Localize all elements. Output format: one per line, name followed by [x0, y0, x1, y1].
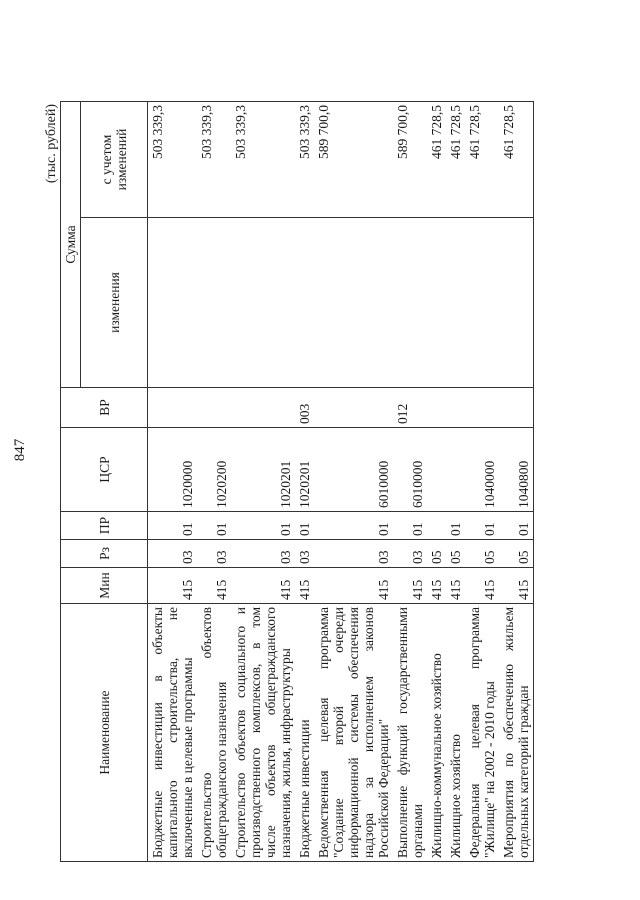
row-rz: 03 [197, 540, 231, 568]
table-row [148, 101, 198, 861]
row-name: Бюджетные инвестиции в объекты капитального строительства, не включенные в целевые программы [148, 604, 198, 862]
row-pr: 01 [499, 512, 534, 540]
row-min: 415 [393, 568, 427, 604]
row-pr: 01 [446, 512, 465, 540]
row-changes [446, 218, 465, 388]
row-total: 503 339,3 [148, 101, 198, 217]
row-pr [427, 512, 446, 540]
row-changes [465, 218, 499, 388]
row-name: Мероприятия по обеспечению жильем отдельных категорий граждан [499, 604, 534, 862]
row-name: Выполнение функций государственными органами [393, 604, 427, 862]
row-min: 415 [465, 568, 499, 604]
row-vr [499, 388, 534, 428]
row-pr: 01 [197, 512, 231, 540]
row-changes [295, 218, 314, 388]
row-vr [465, 388, 499, 428]
row-changes [231, 218, 295, 388]
row-rz: 03 [295, 540, 314, 568]
header-min: Мин [61, 568, 148, 604]
row-min: 415 [446, 568, 465, 604]
row-total: 461 728,5 [427, 101, 446, 217]
row-pr: 01 [314, 512, 393, 540]
row-min: 415 [197, 568, 231, 604]
units-label: (тыс. рублей) [44, 104, 59, 184]
row-min: 415 [295, 568, 314, 604]
row-csr: 6010000 [314, 428, 393, 512]
row-rz: 03 [393, 540, 427, 568]
row-name: Бюджетные инвестиции [295, 604, 314, 862]
row-csr [446, 428, 465, 512]
header-csr: ЦСР [61, 428, 148, 512]
table-row [197, 101, 231, 861]
row-pr: 01 [393, 512, 427, 540]
row-csr: 1040800 [499, 428, 534, 512]
row-csr [427, 428, 446, 512]
row-csr: 1020201 [231, 428, 295, 512]
row-changes [499, 218, 534, 388]
row-name: Жилищно-коммунальное хозяйство [427, 604, 446, 862]
row-rz: 05 [427, 540, 446, 568]
row-total: 461 728,5 [499, 101, 534, 217]
row-csr: 1020000 [148, 428, 198, 512]
header-changes: изменения [81, 218, 148, 388]
row-total: 589 700,0 [393, 101, 427, 217]
row-min: 415 [231, 568, 295, 604]
row-name: Строительство объектов общегражданского назначения [197, 604, 231, 862]
table-row [446, 101, 465, 861]
row-vr: 003 [295, 388, 314, 428]
row-total: 461 728,5 [446, 101, 465, 217]
header-name: Наименование [61, 604, 148, 862]
row-vr [427, 388, 446, 428]
row-rz: 03 [231, 540, 295, 568]
table-row [295, 101, 314, 861]
row-csr: 1020201 [295, 428, 314, 512]
row-changes [148, 218, 198, 388]
row-rz: 03 [148, 540, 198, 568]
table-row [427, 101, 446, 861]
table-row [465, 101, 499, 861]
table-row [393, 101, 427, 861]
row-total: 503 339,3 [295, 101, 314, 217]
row-csr: 1040000 [465, 428, 499, 512]
row-vr [231, 388, 295, 428]
table-row [499, 101, 534, 861]
table-row [231, 101, 295, 861]
row-csr: 6010000 [393, 428, 427, 512]
row-csr: 1020200 [197, 428, 231, 512]
row-rz: 05 [446, 540, 465, 568]
row-vr [197, 388, 231, 428]
row-vr: 012 [393, 388, 427, 428]
row-changes [427, 218, 446, 388]
header-vr: ВР [61, 388, 148, 428]
row-vr [314, 388, 393, 428]
header-sum: Сумма [61, 101, 81, 387]
header-with-changes: с учетом изменений [81, 101, 148, 217]
row-vr [446, 388, 465, 428]
row-name: Строительство объектов социального и производственного комплексов, в том числе объектов общегражданского назначения, жилья, инфраструктуры [231, 604, 295, 862]
row-name: Жилищное хозяйство [446, 604, 465, 862]
row-name: Федеральная целевая программа "Жилище" на 2002 - 2010 годы [465, 604, 499, 862]
row-min: 415 [499, 568, 534, 604]
row-pr: 01 [148, 512, 198, 540]
table-header [61, 101, 148, 861]
page-number: 847 [12, 438, 28, 462]
row-total: 589 700,0 [314, 101, 393, 217]
row-rz: 05 [465, 540, 499, 568]
row-total: 503 339,3 [231, 101, 295, 217]
row-rz: 05 [499, 540, 534, 568]
budget-table [60, 101, 534, 862]
header-rz: Рз [61, 540, 148, 568]
row-name: Ведомственная целевая программа "Создание второй очереди информационной системы обеспечения надзора за исполнением законов Российской Федерации" [314, 604, 393, 862]
row-pr: 01 [465, 512, 499, 540]
row-min: 415 [314, 568, 393, 604]
row-vr [148, 388, 198, 428]
row-min: 415 [148, 568, 198, 604]
row-total: 503 339,3 [197, 101, 231, 217]
row-min: 415 [427, 568, 446, 604]
row-rz: 03 [314, 540, 393, 568]
row-total: 461 728,5 [465, 101, 499, 217]
row-pr: 01 [295, 512, 314, 540]
row-changes [197, 218, 231, 388]
header-pr: ПР [61, 512, 148, 540]
row-changes [314, 218, 393, 388]
table-row [314, 101, 393, 861]
row-changes [393, 218, 427, 388]
table-body [148, 101, 534, 861]
row-pr: 01 [231, 512, 295, 540]
